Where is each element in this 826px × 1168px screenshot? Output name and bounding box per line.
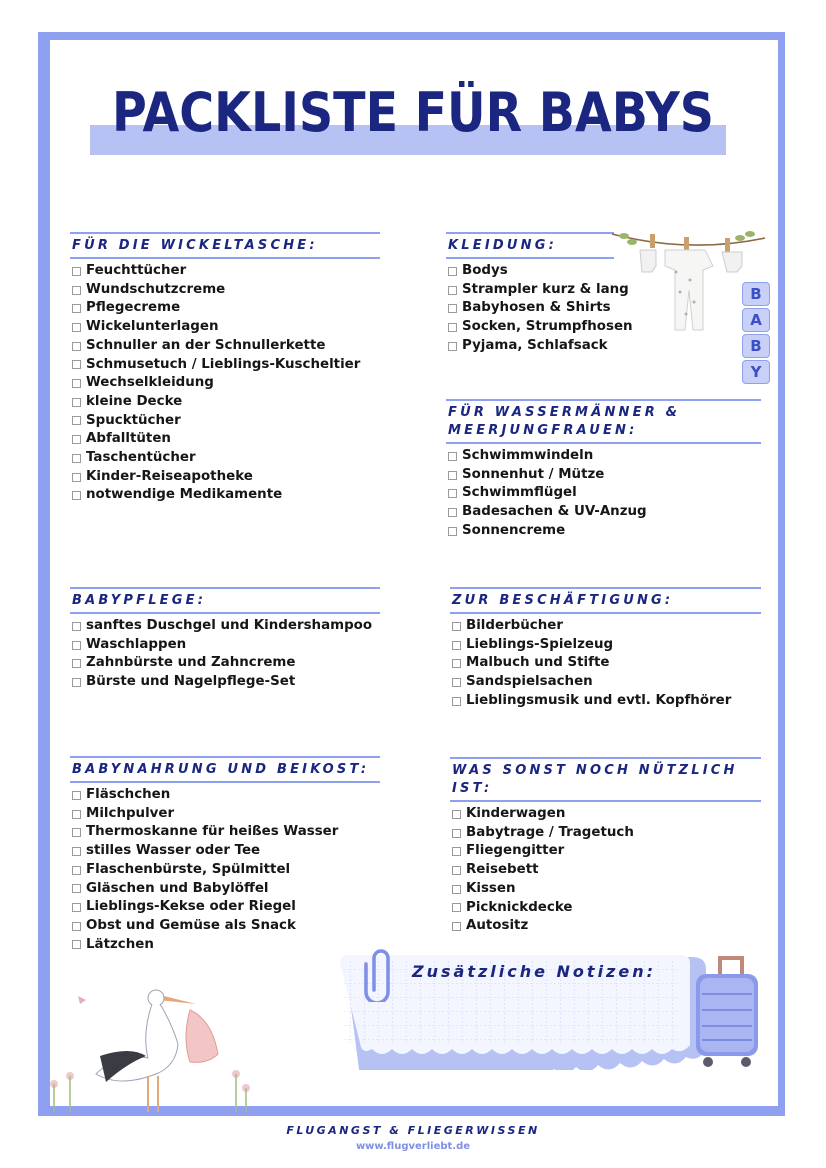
checklist-item bbox=[70, 356, 380, 375]
checklist-item bbox=[70, 917, 380, 936]
checklist-item-label: Wechselkleidung bbox=[86, 375, 214, 391]
checkbox[interactable] bbox=[448, 452, 457, 461]
checkbox[interactable] bbox=[448, 342, 457, 351]
section-heading bbox=[446, 399, 761, 444]
checklist-item bbox=[450, 636, 761, 655]
checkbox[interactable] bbox=[452, 829, 461, 838]
checklist-item bbox=[70, 337, 380, 356]
checkbox[interactable] bbox=[452, 847, 461, 856]
checkbox[interactable] bbox=[448, 508, 457, 517]
page-title: PACKLISTE FÜR BABYS bbox=[111, 81, 714, 144]
checklist-item-label: Spucktücher bbox=[86, 412, 181, 428]
checklist-item-label: Gläschen und Babylöffel bbox=[86, 880, 269, 896]
checklist-item-label: sanftes Duschgel und Kindershampoo bbox=[86, 618, 373, 633]
checkbox[interactable] bbox=[72, 828, 81, 837]
checklist-item bbox=[450, 805, 761, 824]
checklist-item-label: Lieblings-Spielzeug bbox=[466, 636, 614, 652]
checklist-item-label: Flaschenbürste, Spülmittel bbox=[86, 861, 291, 877]
checkbox[interactable] bbox=[72, 922, 81, 931]
checklist-item bbox=[70, 412, 380, 431]
section-heading: BABYPFLEGE: bbox=[70, 587, 380, 614]
section-wickeltasche bbox=[70, 232, 380, 505]
checklist-item-label: Pflegecreme bbox=[86, 300, 181, 316]
checklist-item bbox=[70, 393, 380, 412]
checkbox[interactable] bbox=[72, 304, 81, 313]
checkbox[interactable] bbox=[72, 360, 81, 369]
checklist-item-label: Feuchttücher bbox=[86, 263, 187, 278]
checklist-item bbox=[450, 617, 761, 636]
checkbox[interactable] bbox=[72, 884, 81, 893]
checkbox[interactable] bbox=[72, 286, 81, 295]
section-heading: BABYNAHRUNG UND BEIKOST: bbox=[70, 756, 380, 783]
checklist-item bbox=[446, 281, 629, 300]
checklist-item-label: Thermoskanne für heißes Wasser bbox=[86, 824, 339, 840]
checklist-item-label: Kinder-Reiseapotheke bbox=[86, 468, 253, 484]
checklist-item-label: Bilderbücher bbox=[466, 618, 563, 633]
checklist-item bbox=[70, 468, 380, 487]
block-letter: Y bbox=[742, 360, 770, 384]
section-wasser bbox=[446, 399, 761, 541]
checklist-item bbox=[446, 262, 614, 281]
checkbox[interactable] bbox=[72, 435, 81, 444]
checklist-item-label: Schnuller an der Schnullerkette bbox=[86, 337, 326, 353]
checklist-item bbox=[450, 654, 761, 673]
checkbox[interactable] bbox=[452, 866, 461, 875]
checklist-item bbox=[70, 673, 380, 692]
checkbox[interactable] bbox=[72, 398, 81, 407]
section-kleidung bbox=[446, 232, 633, 356]
section-sonst bbox=[450, 757, 761, 936]
checklist-item bbox=[450, 673, 761, 692]
checklist-item bbox=[70, 281, 380, 300]
footer-brand: FLUGANGST & FLIEGERWISSEN bbox=[286, 1124, 540, 1137]
checklist-item-label: Reisebett bbox=[466, 862, 539, 878]
checkbox[interactable] bbox=[72, 342, 81, 351]
checklist-item bbox=[446, 503, 761, 522]
checkbox[interactable] bbox=[72, 379, 81, 388]
paperclip-icon bbox=[364, 946, 398, 1002]
checkbox[interactable] bbox=[72, 847, 81, 856]
suitcase-icon bbox=[690, 952, 766, 1070]
checklist-item-label: Kinderwagen bbox=[466, 806, 566, 821]
checklist-item-label: Obst und Gemüse als Snack bbox=[86, 917, 296, 933]
checklist-item-label: Abfalltüten bbox=[86, 431, 171, 447]
checkbox[interactable] bbox=[72, 791, 81, 800]
checklist-item bbox=[70, 486, 380, 505]
checklist-item bbox=[450, 899, 761, 918]
section-heading: WAS SONST NOCH NÜTZLICH IST: bbox=[450, 757, 761, 802]
checklist-item-label: Wickelunterlagen bbox=[86, 319, 219, 335]
checklist-item bbox=[450, 861, 761, 880]
checklist-item-label: Schwimmflügel bbox=[462, 485, 577, 501]
checkbox[interactable] bbox=[72, 622, 81, 631]
checkbox[interactable] bbox=[452, 922, 461, 931]
checkbox[interactable] bbox=[452, 641, 461, 650]
checklist-item-label: Taschentücher bbox=[86, 450, 196, 466]
checklist-item bbox=[446, 318, 633, 337]
checkbox[interactable] bbox=[72, 641, 81, 650]
checkbox[interactable] bbox=[448, 489, 457, 498]
checklist-item-label: Babytrage / Tragetuch bbox=[466, 824, 634, 840]
checkbox[interactable] bbox=[452, 622, 461, 631]
checkbox[interactable] bbox=[72, 940, 81, 949]
checklist-item-label: kleine Decke bbox=[86, 393, 183, 409]
checklist-item-label: Malbuch und Stifte bbox=[466, 655, 610, 671]
checkbox[interactable] bbox=[72, 903, 81, 912]
stork-illustration bbox=[40, 984, 260, 1112]
checklist bbox=[70, 617, 380, 692]
block-letter: A bbox=[742, 308, 770, 332]
checklist-item bbox=[70, 786, 380, 805]
checklist-item-label: Fläschchen bbox=[86, 787, 171, 802]
checklist-item-label: Badesachen & UV-Anzug bbox=[462, 504, 647, 520]
checklist-item bbox=[450, 880, 761, 899]
checklist-item bbox=[70, 880, 380, 899]
checklist-item bbox=[446, 337, 614, 356]
checklist-item bbox=[446, 299, 614, 318]
section-heading: ZUR BESCHÄFTIGUNG: bbox=[450, 587, 761, 614]
checklist-item bbox=[70, 823, 380, 842]
checklist bbox=[450, 617, 761, 711]
section-heading-line1: FÜR WASSERMÄNNER & bbox=[448, 405, 681, 420]
baby-blocks-illustration bbox=[742, 282, 772, 384]
checklist-item bbox=[70, 861, 380, 880]
checklist-item-label: Milchpulver bbox=[86, 805, 175, 821]
checklist-item-label: Wundschutzcreme bbox=[86, 281, 226, 297]
section-babypflege bbox=[70, 587, 380, 692]
checklist-item-label: Zahnbürste und Zahncreme bbox=[86, 655, 296, 671]
checkbox[interactable] bbox=[72, 454, 81, 463]
checklist-item-label: Schmusetuch / Lieblings-Kuscheltier bbox=[86, 356, 361, 372]
checklist-item bbox=[70, 374, 380, 393]
checklist-item-label: Picknickdecke bbox=[466, 899, 573, 915]
checklist-item bbox=[70, 449, 380, 468]
notes-title: Zusätzliche Notizen: bbox=[412, 962, 657, 981]
checklist-item bbox=[70, 299, 380, 318]
checklist bbox=[446, 447, 761, 541]
checklist-item-label: Babyhosen & Shirts bbox=[462, 300, 611, 316]
checkbox[interactable] bbox=[448, 304, 457, 313]
checklist-item-label: Waschlappen bbox=[86, 636, 187, 652]
checklist-item-label: Lätzchen bbox=[86, 936, 154, 952]
checklist-item bbox=[446, 466, 761, 485]
checklist-item-label: stilles Wasser oder Tee bbox=[86, 843, 261, 859]
block-letter: B bbox=[742, 334, 770, 358]
checkbox[interactable] bbox=[448, 471, 457, 480]
checklist-item-label: Schwimmwindeln bbox=[462, 448, 594, 463]
checkbox[interactable] bbox=[448, 323, 457, 332]
section-heading: KLEIDUNG: bbox=[446, 232, 614, 259]
checkbox[interactable] bbox=[72, 267, 81, 276]
checkbox[interactable] bbox=[452, 810, 461, 819]
checkbox[interactable] bbox=[72, 491, 81, 500]
checklist-item-label: Kissen bbox=[466, 880, 516, 896]
checklist-item bbox=[450, 917, 761, 936]
checklist-item-label: Sonnencreme bbox=[462, 522, 566, 538]
checklist-item-label: Pyjama, Schlafsack bbox=[462, 337, 608, 353]
checklist-item bbox=[446, 447, 761, 466]
footer-url[interactable]: www.flugverliebt.de bbox=[355, 1141, 471, 1152]
checklist-item bbox=[70, 430, 380, 449]
checklist bbox=[446, 262, 633, 356]
checklist-item-label: Sonnenhut / Mütze bbox=[462, 466, 605, 482]
checklist bbox=[450, 805, 761, 936]
checklist-item bbox=[446, 522, 761, 541]
checklist-item-label: notwendige Medikamente bbox=[86, 487, 283, 503]
checkbox[interactable] bbox=[72, 659, 81, 668]
checkbox[interactable] bbox=[72, 810, 81, 819]
checklist-item bbox=[70, 842, 380, 861]
checklist-item bbox=[70, 898, 380, 917]
checklist-item bbox=[70, 636, 380, 655]
section-nahrung bbox=[70, 756, 380, 954]
checklist-item bbox=[70, 318, 380, 337]
title-container bbox=[0, 81, 826, 144]
checklist-item bbox=[70, 617, 380, 636]
checklist-item bbox=[450, 824, 761, 843]
checkbox[interactable] bbox=[452, 885, 461, 894]
checkbox[interactable] bbox=[72, 866, 81, 875]
checklist bbox=[70, 262, 380, 505]
checklist-item bbox=[446, 484, 761, 503]
section-heading-line2: MEERJUNGFRAUEN: bbox=[448, 423, 638, 438]
checkbox[interactable] bbox=[448, 527, 457, 536]
checkbox[interactable] bbox=[452, 697, 461, 706]
checklist-item-label: Strampler kurz & lang bbox=[462, 281, 629, 297]
checkbox[interactable] bbox=[72, 323, 81, 332]
checklist-item bbox=[70, 262, 380, 281]
checklist-item bbox=[70, 936, 380, 955]
checklist-item-label: Bodys bbox=[462, 263, 508, 278]
checklist-item bbox=[70, 805, 380, 824]
checklist-item-label: Autositz bbox=[466, 918, 529, 934]
checklist-item-label: Lieblings-Kekse oder Riegel bbox=[86, 899, 296, 915]
checkbox[interactable] bbox=[452, 659, 461, 668]
checklist bbox=[70, 786, 380, 954]
checkbox[interactable] bbox=[72, 678, 81, 687]
checkbox[interactable] bbox=[72, 416, 81, 425]
checklist-item bbox=[70, 654, 380, 673]
checklist-item bbox=[450, 842, 761, 861]
checkbox[interactable] bbox=[448, 286, 457, 295]
section-beschaeftigung bbox=[450, 587, 761, 711]
checklist-item-label: Sandspielsachen bbox=[466, 674, 593, 690]
section-heading: FÜR DIE WICKELTASCHE: bbox=[70, 232, 380, 259]
checklist-item-label: Fliegengitter bbox=[466, 843, 565, 859]
checklist-item-label: Bürste und Nagelpflege-Set bbox=[86, 674, 296, 690]
checklist-item bbox=[450, 692, 761, 711]
checkbox[interactable] bbox=[452, 903, 461, 912]
checkbox[interactable] bbox=[72, 473, 81, 482]
checkbox[interactable] bbox=[452, 678, 461, 687]
checklist-item-label: Lieblingsmusik und evtl. Kopfhörer bbox=[466, 692, 732, 708]
checkbox[interactable] bbox=[448, 267, 457, 276]
block-letter: B bbox=[742, 282, 770, 306]
checklist-item-label: Socken, Strumpfhosen bbox=[462, 319, 633, 335]
